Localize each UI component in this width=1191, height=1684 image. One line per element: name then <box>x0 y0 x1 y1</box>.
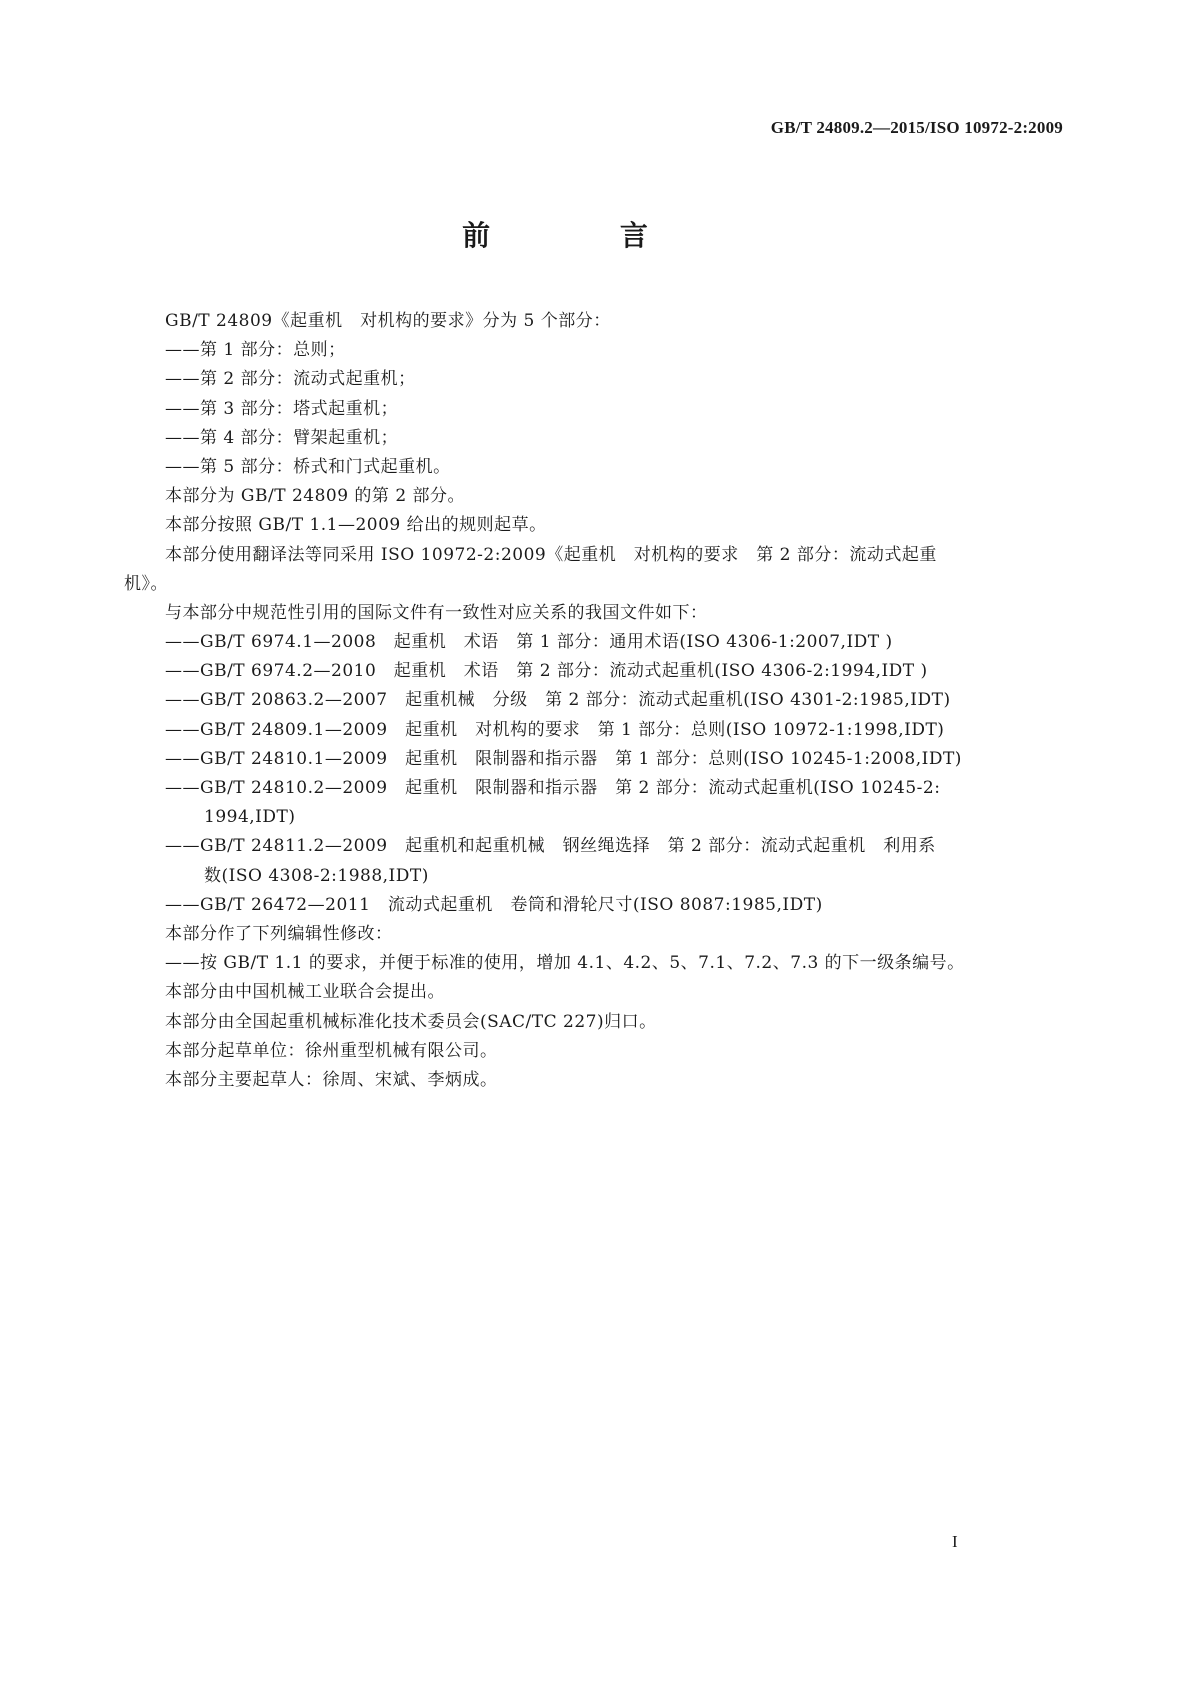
paragraph-parts-intro: GB/T 24809《起重机 对机构的要求》分为 5 个部分： <box>165 311 611 331</box>
paragraph-part-statement: 本部分为 GB/T 24809 的第 2 部分。 <box>165 486 466 507</box>
list-item-part-1: ——第 1 部分：总则； <box>165 340 346 361</box>
paragraph-committee: 本部分由全国起重机械标准化技术委员会(SAC/TC 227)归口。 <box>165 1011 657 1032</box>
reference-item: ——GB/T 24810.2—2009 起重机 限制器和指示器 第 2 部分：流动式起重机(ISO 10245-2: <box>165 778 941 798</box>
paragraph-references-intro: 与本部分中规范性引用的国际文件有一致性对应关系的我国文件如下： <box>165 602 708 623</box>
foreword-body <box>124 307 994 1095</box>
list-item-edit: ——按 GB/T 1.1 的要求，并便于标准的使用，增加 4.1、4.2、5、7.1、7.2、7.3 的下一级条编号。 <box>165 953 965 974</box>
list-item-part-4: ——第 4 部分：臂架起重机； <box>165 427 399 448</box>
standard-number-header: GB/T 24809.2—2015/ISO 10972-2:2009 <box>770 118 1063 137</box>
reference-item-cont: 1994,IDT) <box>204 807 296 828</box>
paragraph-proposer: 本部分由中国机械工业联合会提出。 <box>165 982 445 1003</box>
paragraph-adoption-cont: 机》。 <box>124 573 168 594</box>
reference-item: ——GB/T 24811.2—2009 起重机和起重机械 钢丝绳选择 第 2 部分：流动式起重机 利用系 <box>165 836 936 857</box>
reference-item: ——GB/T 24809.1—2009 起重机 对机构的要求 第 1 部分：总则(ISO 10972-1:1998,IDT) <box>165 719 945 740</box>
list-item-part-5: ——第 5 部分：桥式和门式起重机。 <box>165 456 451 477</box>
page-title: 前 言 <box>462 219 708 252</box>
page-number: I <box>952 1532 958 1551</box>
reference-item-cont: 数(ISO 4308-2:1988,IDT) <box>204 865 429 886</box>
paragraph-drafting-org: 本部分起草单位：徐州重型机械有限公司。 <box>165 1040 498 1061</box>
list-item-part-2: ——第 2 部分：流动式起重机； <box>165 369 416 390</box>
list-item-part-3: ——第 3 部分：塔式起重机； <box>165 398 399 419</box>
paragraph-drafters: 本部分主要起草人：徐周、宋斌、李炳成。 <box>165 1069 498 1090</box>
paragraph-edits-intro: 本部分作了下列编辑性修改： <box>165 923 393 944</box>
reference-item: ——GB/T 6974.1—2008 起重机 术语 第 1 部分：通用术语(ISO 4306-1:2007,IDT ) <box>165 632 893 653</box>
reference-item: ——GB/T 24810.1—2009 起重机 限制器和指示器 第 1 部分：总则(ISO 10245-1:2008,IDT) <box>165 748 962 769</box>
reference-item: ——GB/T 26472—2011 流动式起重机 卷筒和滑轮尺寸(ISO 8087:1985,IDT) <box>165 894 823 915</box>
reference-item: ——GB/T 20863.2—2007 起重机械 分级 第 2 部分：流动式起重机(ISO 4301-2:1985,IDT) <box>165 690 951 711</box>
reference-item: ——GB/T 6974.2—2010 起重机 术语 第 2 部分：流动式起重机(ISO 4306-2:1994,IDT ) <box>165 661 928 682</box>
paragraph-drafting-rules: 本部分按照 GB/T 1.1—2009 给出的规则起草。 <box>165 515 547 536</box>
paragraph-adoption: 本部分使用翻译法等同采用 ISO 10972-2:2009《起重机 对机构的要求 第 2 部分：流动式起重 <box>165 544 937 565</box>
